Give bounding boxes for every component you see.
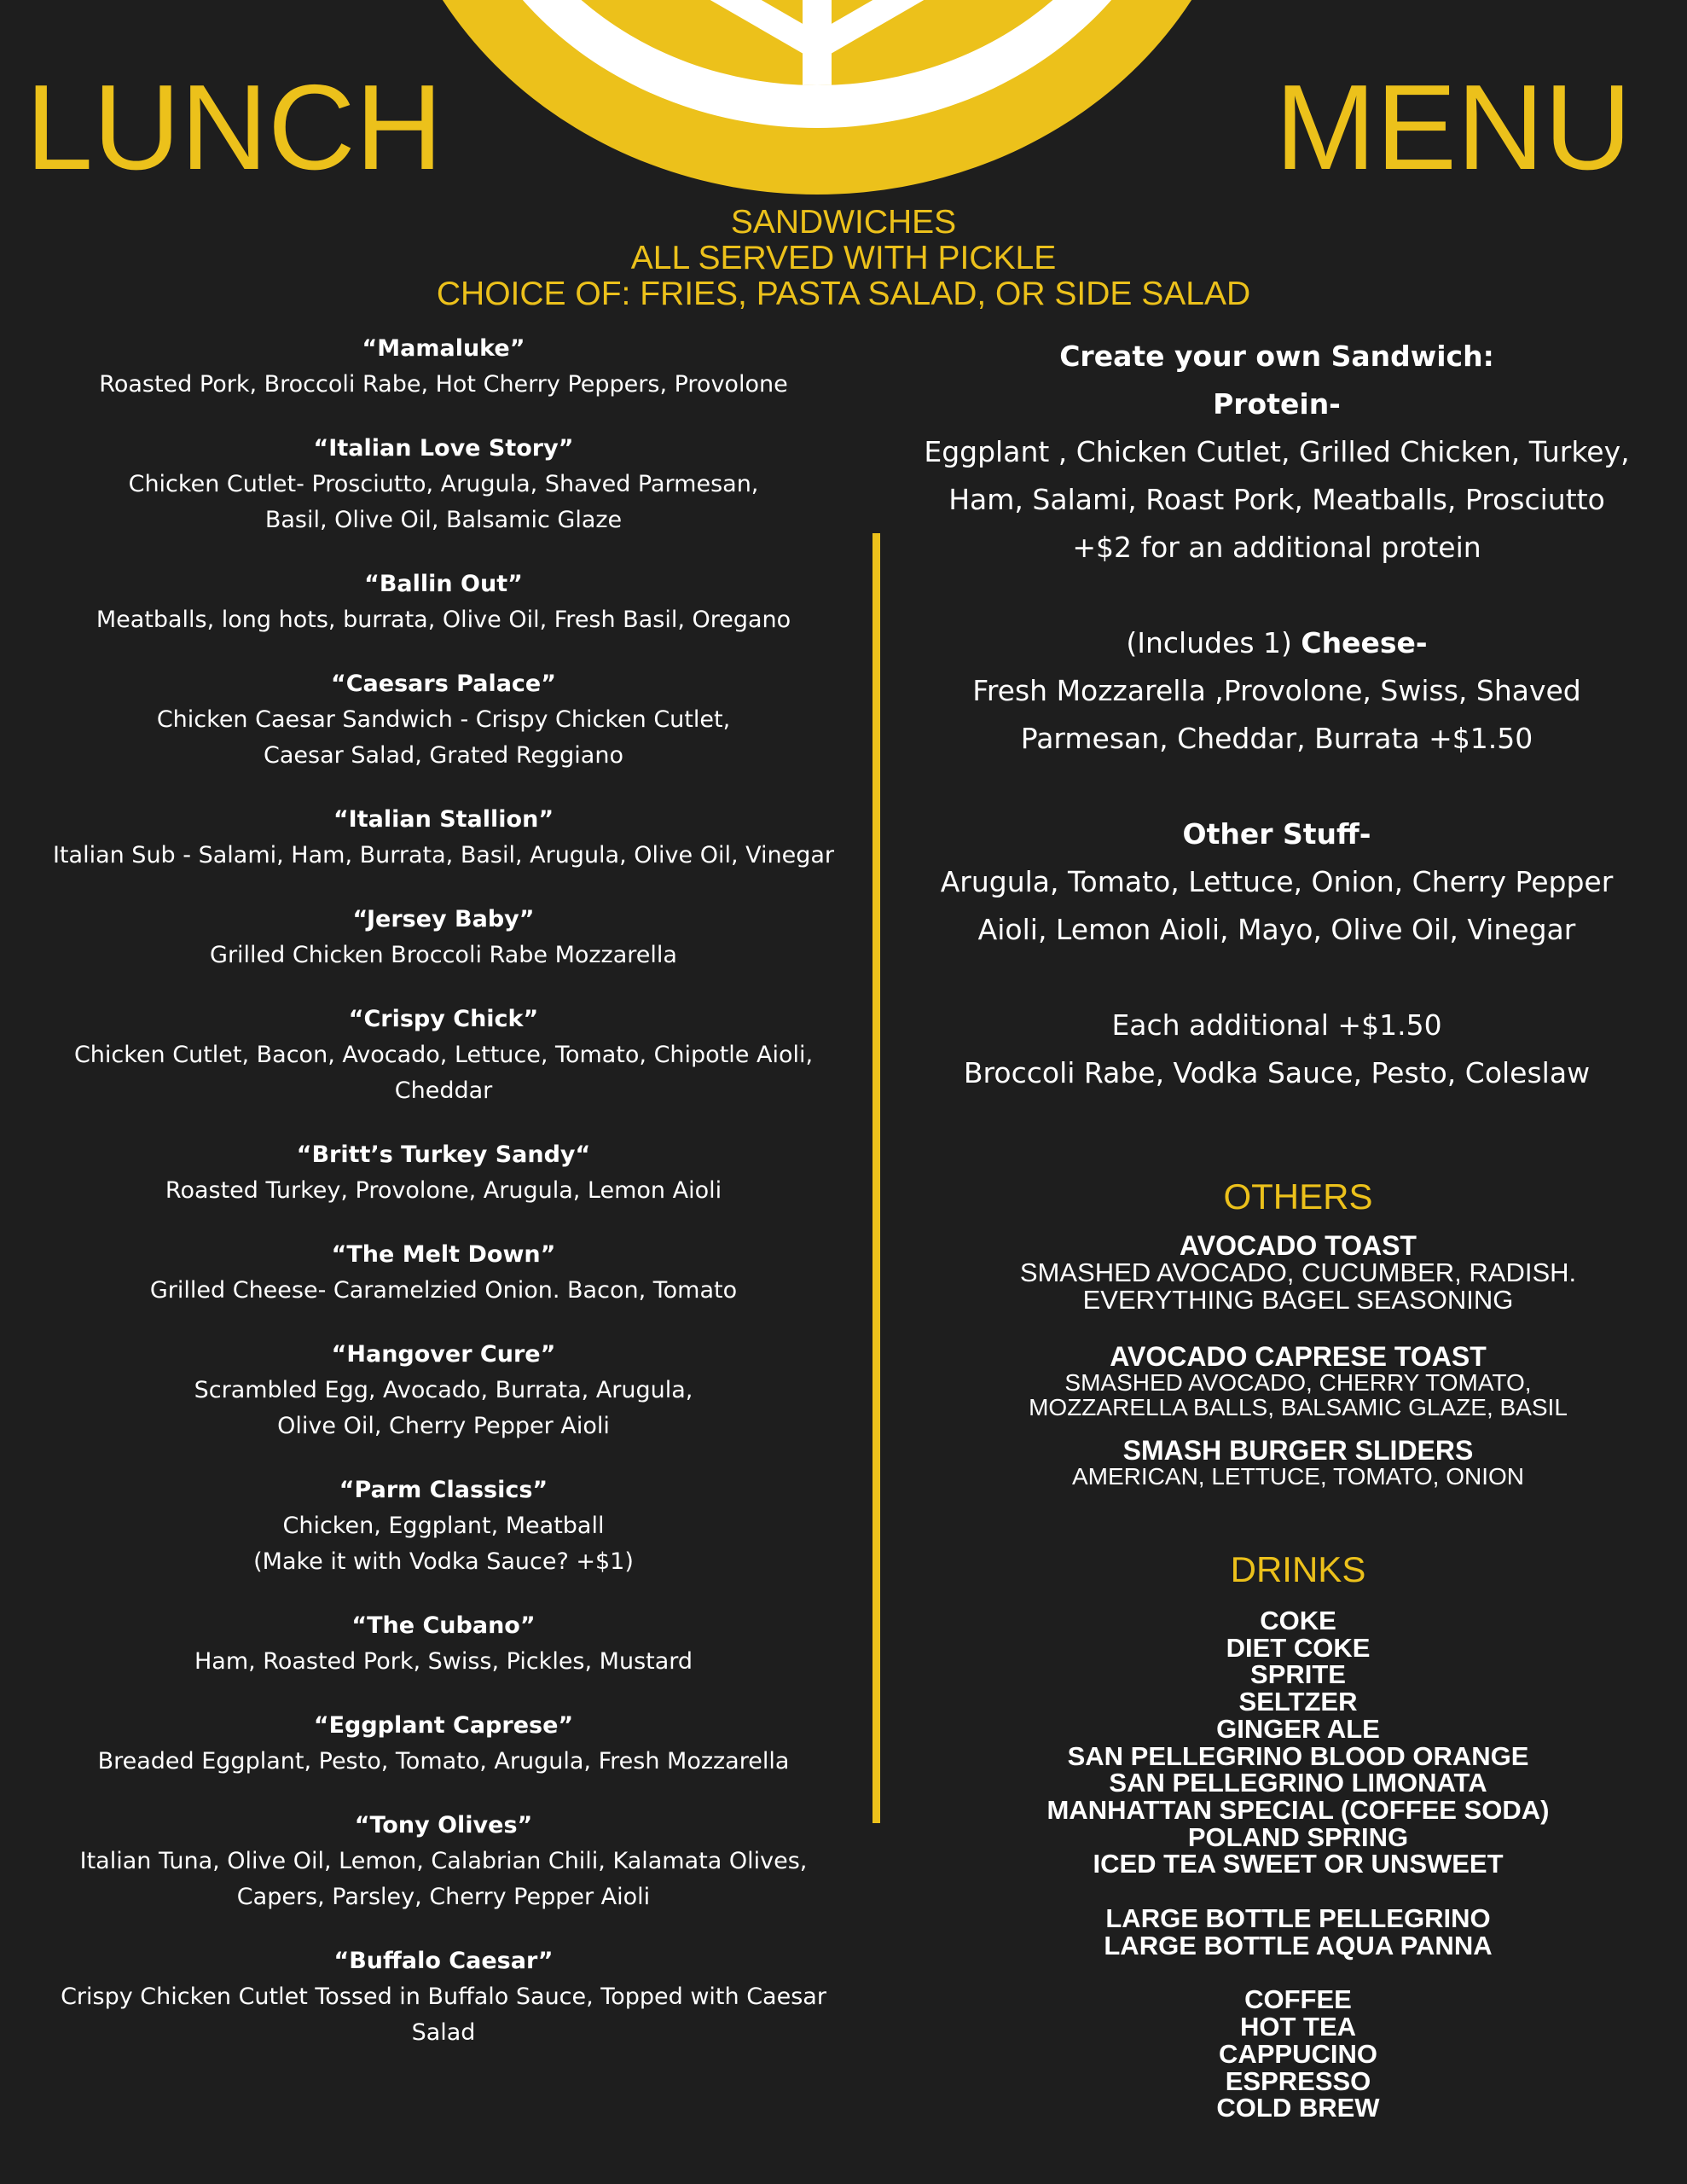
lemon-segment-line-right	[811, 0, 1155, 58]
item-desc: Grilled Cheese- Caramelzied Onion. Bacon, Tomato	[149, 1277, 738, 1304]
cheese-heading	[914, 619, 1639, 667]
lemon-pith	[442, 0, 1192, 128]
item-name: “Crispy Chick”	[348, 1006, 539, 1032]
menu-item	[34, 1608, 853, 1680]
cyo-title: Create your own Sandwich:	[1059, 340, 1494, 373]
drink-item: POLAND SPRING	[1187, 1821, 1409, 1852]
menu-item	[34, 1002, 853, 1109]
drink-item: SAN PELLEGRINO LIMONATA	[1109, 1768, 1487, 1798]
create-your-own-section	[914, 333, 1639, 1097]
item-name: “Britt’s Turkey Sandy“	[296, 1141, 591, 1168]
item-desc: Roasted Turkey, Provolone, Arugula, Lemon Aioli	[165, 1177, 722, 1204]
subheading-line: ALL SERVED WITH PICKLE	[630, 240, 1057, 276]
other-stuff-line: Aioli, Lemon Aioli, Mayo, Olive Oil, Vinegar	[977, 913, 1576, 946]
item-desc: Capers, Parsley, Cherry Pepper Aioli	[236, 1884, 651, 1910]
cheese-line: Fresh Mozzarella ,Provolone, Swiss, Shaved	[972, 674, 1581, 707]
menu-item	[34, 1137, 853, 1209]
others-item	[957, 1343, 1639, 1420]
item-desc: Salad	[411, 2019, 476, 2046]
other-stuff-label: Other Stuff-	[1182, 817, 1371, 851]
lemon-seed-right	[947, 78, 982, 85]
drink-item: LARGE BOTTLE PELLEGRINO	[1105, 1903, 1491, 1934]
menu-item	[34, 566, 853, 638]
menu-item	[34, 1237, 853, 1309]
others-list	[957, 1232, 1639, 1489]
sandwich-list	[34, 331, 853, 2079]
drinks-list	[957, 1607, 1639, 2149]
others-item	[957, 1232, 1639, 1314]
menu-item	[34, 1808, 853, 1915]
item-desc: Chicken Cutlet, Bacon, Avocado, Lettuce, Tomato, Chipotle Aioli,	[73, 1042, 814, 1068]
item-name: “Ballin Out”	[364, 571, 523, 597]
item-name: “The Cubano”	[351, 1612, 536, 1639]
item-name: “Caesars Palace”	[331, 671, 556, 697]
item-name: “Tony Olives”	[354, 1812, 533, 1838]
others-item-desc: MOZZARELLA BALLS, BALSAMIC GLAZE, BASIL	[1029, 1394, 1568, 1420]
cheese-prefix: (Includes 1)	[1126, 626, 1301, 659]
menu-item	[34, 666, 853, 774]
item-desc: Caesar Salad, Grated Reggiano	[264, 742, 623, 769]
drink-item: SELTZER	[1238, 1687, 1358, 1717]
menu-item	[34, 1337, 853, 1444]
drink-item: SPRITE	[1250, 1659, 1346, 1690]
drink-item: MANHATTAN SPECIAL (COFFEE SODA)	[1046, 1794, 1550, 1825]
item-desc: Olive Oil, Cherry Pepper Aioli	[277, 1413, 610, 1439]
additional-line: Each additional +$1.50	[1111, 1008, 1442, 1042]
lemon-slice-icon	[382, 0, 1252, 195]
other-stuff-line: Arugula, Tomato, Lettuce, Onion, Cherry Pepper	[940, 865, 1614, 898]
others-item-name: AVOCADO CAPRESE TOAST	[1110, 1341, 1487, 1372]
drink-item: ICED TEA SWEET OR UNSWEET	[1093, 1849, 1504, 1879]
item-name: “Eggplant Caprese”	[313, 1712, 574, 1739]
protein-line: +$2 for an additional protein	[1072, 531, 1481, 564]
item-desc: Chicken, Eggplant, Meatball	[282, 1513, 605, 1539]
item-desc: Grilled Chicken Broccoli Rabe Mozzarella	[210, 942, 677, 968]
item-desc: Scrambled Egg, Avocado, Burrata, Arugula,	[194, 1377, 693, 1403]
menu-item	[34, 331, 853, 403]
item-desc: Chicken Cutlet- Prosciutto, Arugula, Shaved Parmesan,	[128, 471, 759, 497]
others-item-name: SMASH BURGER SLIDERS	[1122, 1435, 1474, 1466]
item-desc: Basil, Olive Oil, Balsamic Glaze	[264, 507, 623, 533]
additional-line: Broccoli Rabe, Vodka Sauce, Pesto, Coleslaw	[963, 1056, 1591, 1089]
drink-item: LARGE BOTTLE AQUA PANNA	[1104, 1930, 1493, 1960]
protein-line: Ham, Salami, Roast Pork, Meatballs, Prosciutto	[948, 483, 1605, 516]
drink-item: GINGER ALE	[1216, 1713, 1380, 1744]
item-desc: Chicken Caesar Sandwich - Crispy Chicken Cutlet,	[156, 706, 731, 733]
item-name: “Parm Classics”	[339, 1477, 548, 1503]
column-divider	[872, 533, 880, 1823]
drink-item: CAPPUCINO	[1218, 2038, 1377, 2069]
item-desc: Meatballs, long hots, burrata, Olive Oil, Fresh Basil, Oregano	[96, 607, 791, 633]
others-item-desc: SMASHED AVOCADO, CHERRY TOMATO,	[1064, 1369, 1532, 1396]
drink-item: COKE	[1260, 1606, 1336, 1635]
protein-line: Eggplant , Chicken Cutlet, Grilled Chicken, Turkey,	[924, 435, 1630, 468]
protein-label: Protein-	[1213, 387, 1341, 421]
item-name: “Jersey Baby”	[352, 906, 535, 932]
subheading-line: CHOICE OF: FRIES, PASTA SALAD, OR SIDE SALAD	[436, 276, 1251, 312]
drinks-group-bottles	[957, 1905, 1639, 1959]
drink-item: COFFEE	[1244, 1984, 1352, 2015]
item-name: “Italian Love Story”	[313, 435, 574, 462]
others-item	[957, 1437, 1639, 1489]
others-item-desc: SMASHED AVOCADO, CUCUMBER, RADISH.	[1019, 1258, 1577, 1287]
cheese-label: Cheese-	[1301, 626, 1428, 659]
others-title: OTHERS	[1223, 1176, 1373, 1217]
others-item-desc: EVERYTHING BAGEL SEASONING	[1082, 1285, 1514, 1315]
drinks-title: DRINKS	[1230, 1549, 1366, 1589]
drink-item: HOT TEA	[1239, 2012, 1357, 2042]
lemon-flesh	[480, 0, 1154, 85]
menu-item	[34, 1472, 853, 1580]
item-desc: Roasted Pork, Broccoli Rabe, Hot Cherry Peppers, Provolone	[99, 371, 788, 398]
drink-item: ESPRESSO	[1225, 2065, 1371, 2096]
others-item-desc: AMERICAN, LETTUCE, TOMATO, ONION	[1072, 1463, 1524, 1490]
menu-item	[34, 1943, 853, 2051]
item-name: “Italian Stallion”	[333, 806, 554, 833]
others-item-name: AVOCADO TOAST	[1180, 1230, 1417, 1261]
item-desc: (Make it with Vodka Sauce? +$1)	[253, 1548, 634, 1575]
drinks-group-hot	[957, 1986, 1639, 2122]
sandwiches-subheading	[0, 205, 1687, 312]
drink-item: COLD BREW	[1216, 2093, 1380, 2123]
item-desc: Italian Sub - Salami, Ham, Burrata, Basil, Arugula, Olive Oil, Vinegar	[52, 842, 835, 868]
title-menu: MENU	[1275, 60, 1632, 195]
lemon-segment-line-left	[480, 0, 824, 58]
item-desc: Cheddar	[394, 1077, 493, 1104]
subheading-line: SANDWICHES	[730, 204, 957, 241]
item-desc: Italian Tuna, Olive Oil, Lemon, Calabrian Chili, Kalamata Olives,	[79, 1848, 808, 1874]
menu-item	[34, 902, 853, 973]
menu-item	[34, 1708, 853, 1780]
drink-item: DIET COKE	[1226, 1632, 1371, 1663]
item-desc: Breaded Eggplant, Pesto, Tomato, Arugula, Fresh Mozzarella	[97, 1748, 790, 1774]
drinks-group-sodas	[957, 1607, 1639, 1878]
title-lunch: LUNCH	[26, 60, 443, 195]
menu-item	[34, 802, 853, 874]
menu-item	[34, 431, 853, 538]
drink-item: SAN PELLEGRINO BLOOD ORANGE	[1067, 1740, 1529, 1771]
item-name: “Mamaluke”	[362, 335, 525, 362]
item-name: “Hangover Cure”	[331, 1341, 556, 1368]
item-name: “The Melt Down”	[331, 1241, 556, 1268]
cheese-line: Parmesan, Cheddar, Burrata +$1.50	[1020, 722, 1533, 755]
item-desc: Ham, Roasted Pork, Swiss, Pickles, Mustard	[194, 1648, 693, 1675]
item-desc: Crispy Chicken Cutlet Tossed in Buffalo Sauce, Topped with Caesar	[61, 1984, 826, 2010]
item-name: “Buffalo Caesar”	[333, 1948, 554, 1974]
